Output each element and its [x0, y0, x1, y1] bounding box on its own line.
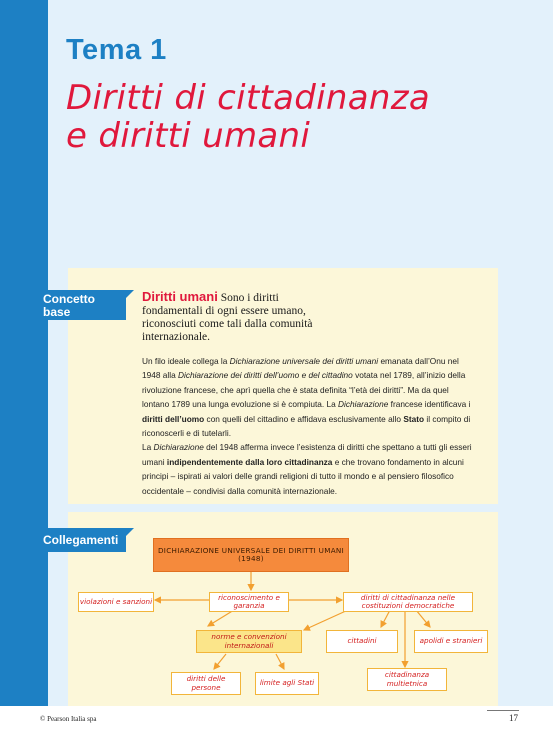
- paragraph1-run: Un filo ideale collega la: [142, 356, 230, 366]
- node-violazioni-sanzioni: violazioni e sanzioni: [78, 592, 154, 612]
- body-text: [142, 354, 478, 498]
- arrow-diritti-cittadinanza-to-apolidi: [416, 610, 430, 627]
- node-dichiarazione-universale: DICHIARAZIONE UNIVERSALE DEI DIRITTI UMANI (1948): [153, 538, 349, 572]
- arrow-diritti-cittadinanza-to-cittadini: [381, 610, 390, 627]
- footer-rule: [487, 710, 519, 711]
- node-diritti-cittadinanza: diritti di cittadinanza nelle costituzioni democratiche: [343, 592, 473, 612]
- node-riconoscimento-garanzia: riconoscimento e garanzia: [209, 592, 289, 612]
- concetto-base-tab: [36, 290, 126, 320]
- arrow-norme-to-diritti-persone: [214, 654, 226, 669]
- paragraph1-run: emanata dall’Onu nel 1948 alla: [142, 356, 459, 381]
- copyright: © Pearson Italia spa: [40, 715, 97, 723]
- theme-number: Tema 1: [66, 34, 167, 66]
- paragraph1-run: votata nel 1789, all’inizio della rivoluzione francese, che aprì quella che è stata definita “l’età dei diritti”. Ma da quel lontano 1789 una lunga evoluzione si è compiuta. La: [142, 370, 466, 410]
- definition-block: [142, 290, 342, 344]
- paragraph2-run: e che trovano fondamento in alcuni principi – ispirati ai valori delle grandi religioni di tutto il mondo e al pensiero filosofico occidentale – condivisi dalla comunità internazionale.: [142, 456, 464, 496]
- paragraph2-run: La: [142, 442, 154, 453]
- paragraph2-run: indipendentemente dalla loro cittadinanza: [166, 456, 333, 467]
- body-paragraph-2: [142, 440, 478, 498]
- paragraph2-run: Dichiarazione: [153, 442, 204, 453]
- page-title-line-2: e diritti umani: [66, 116, 311, 156]
- paragraph1-run: il compito di riconoscerli e di tutelarli.: [142, 413, 471, 439]
- concetto-tab-line-2: base: [43, 305, 71, 319]
- node-limite-stati: limite agli Stati: [255, 672, 319, 695]
- paragraph1-run: Dichiarazione dei diritti dell’uomo e del cittadino: [177, 370, 353, 381]
- paragraph1-run: diritti dell’uomo: [142, 413, 205, 424]
- collegamenti-tab: Collegamenti: [36, 528, 126, 552]
- node-diritti-persone: diritti delle persone: [171, 672, 241, 695]
- page-title-line-1: Diritti di cittadinanza: [66, 78, 430, 118]
- node-norme-convenzioni: norme e convenzioni internazionali: [196, 630, 302, 653]
- body-paragraph-1: [142, 354, 478, 440]
- node-cittadinanza-multietnica: cittadinanza multietnica: [367, 668, 447, 691]
- arrow-diritti-cittadinanza-to-norme: [304, 610, 348, 630]
- arrow-riconoscimento-to-norme: [208, 610, 234, 626]
- arrow-norme-to-limite: [276, 654, 284, 669]
- paragraph1-run: Dichiarazione universale dei diritti umani: [229, 356, 379, 366]
- definition-text: Sono i diritti fondamentali di ogni essere umano, riconosciuti come tali dalla comunità internazionale.: [142, 292, 313, 343]
- paragraph1-run: Stato: [403, 413, 425, 424]
- concetto-tab-line-1: Concetto: [43, 292, 95, 306]
- definition-term: Diritti umani: [142, 289, 218, 304]
- paragraph1-run: Dichiarazione: [338, 399, 389, 410]
- node-cittadini: cittadini: [326, 630, 398, 653]
- paragraph1-run: francese identificava i: [388, 399, 471, 410]
- paragraph1-run: con quelli del cittadino e affidava esclusivamente allo: [204, 413, 404, 424]
- left-color-bar: [0, 0, 48, 706]
- page-number: 17: [509, 713, 518, 723]
- paragraph2-run: del 1948 afferma invece l’esistenza di diritti che spettano a tutti gli esseri umani: [142, 442, 472, 467]
- node-apolidi-stranieri: apolidi e stranieri: [414, 630, 488, 653]
